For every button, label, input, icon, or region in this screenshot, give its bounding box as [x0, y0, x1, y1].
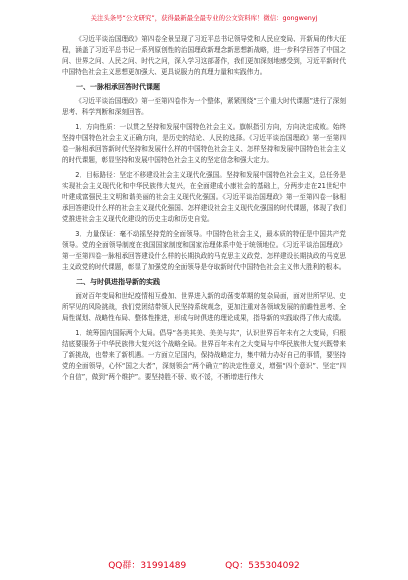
section1-paragraph-4: 3．力量保证：毫不动摇坚持党的全面领导。中国特色社会主义，最本质的特征是中国共产党领导。党的全面领导制度在我国国家制度和国家治理体系中处于统领地位。《习近平谈治国理政》第一至第四卷一脉相承回答建设什么样的长期执政的马克思主义政党、怎样建设长期执政的马克思主义政党的时代课题，彰显了加强党的全面领导是夺取新时代中国特色社会主义伟大胜利的根本。: [62, 230, 346, 271]
section-heading-2: 二、与时俱进指导新的实践: [76, 278, 160, 286]
footer-contact: [0, 560, 408, 572]
section1-paragraph-2: 1．方向性质：一以贯之坚持和发展中国特色社会主义。旗帜指引方向，方向决定成败。始终坚持中国特色社会主义正确方向，是历史的结论、人民的选择。《习近平谈治国理政》第一至第四卷一脉相承回答新时代坚持和发展什么样的中国特色社会主义、怎样坚持和发展中国特色社会主义的时代课题，彰显坚持和发展中国特色社会主义的坚定信念和强大定力。: [62, 123, 346, 164]
section2-paragraph-2: 1．统筹国内国际两个大局。倡导“各美其美、美美与共”，认识世界百年未有之大变局，归根结底要服务于中华民族伟大复兴这个战略全局。世界百年未有之大变局与中华民族伟大复兴既带来了新挑战，也带来了新机遇。一方面立足国内，保持战略定力，集中精力办好自己的事情，要坚持党的全面领导，心怀“国之大者”，深刻领会“两个确立”的决定性意义，增强“四个意识”、坚定“四个自信”，做到“两个维护”。要坚持胜不骄、败不馁，不断增进行伟大: [62, 329, 346, 381]
section-heading-1: 一、一脉相承回答时代课题: [76, 83, 160, 91]
section1-paragraph-3: 2．目标路径：坚定不移建设社会主义现代化强国。坚持和发展中国特色社会主义，总任务是实现社会主义现代化和中华民族伟大复兴，在全面建成小康社会的基础上，分两步走在21世纪中叶建成富强民主文明和谐美丽的社会主义现代化强国。《习近平谈治国理政》第一至第四卷一脉相承回答建设什么样的社会主义现代化强国、怎样建设社会主义现代化强国的时代课题，体现了我们党推进社会主义现代化建设的历史主动和历史自觉。: [62, 171, 346, 223]
top-banner: 关注头条号“公文研究”，获得最新最全最专业的公文资料库！微信：gongwenyj: [90, 14, 318, 22]
footer-qq-group: QQ群：31991489: [108, 561, 187, 571]
section1-paragraph-1: 《习近平谈治国理政》第一至第四卷作为一个整体，紧紧围绕“三个重大时代课题”进行了深刻思考、科学判断和深刻回答。: [62, 97, 346, 116]
section2-paragraph-1: 面对百年变局和世纪疫情相互叠加、世界进入新的动荡变革期的复杂局面，面对世所罕见、史所罕见的风险挑战，我们党团结带领人民坚持系统观念，更加注重对各领域发展的前瞻性思考、全局性谋划、战略性布局、整体性推进，形成与时俱进的理论成果，指导新的实践取得了伟大成绩。: [62, 292, 346, 322]
intro-paragraph: 《习近平谈治国理政》第四卷全景呈现了习近平总书记领导党和人民应变局、开新局的伟大征程，涵盖了习近平总书记一系列原创性的治国理政新理念新思想新战略，进一步科学回答了中国之问、世界之问、人民之问、时代之问，深入学习这部著作，我们更加深刻地感受到，习近平新时代中国特色社会主义思想更加强大、更具说服力的真理力量和实践伟力。: [62, 35, 346, 76]
footer-qq: QQ：535304092: [225, 561, 300, 571]
document-body: [62, 34, 346, 383]
